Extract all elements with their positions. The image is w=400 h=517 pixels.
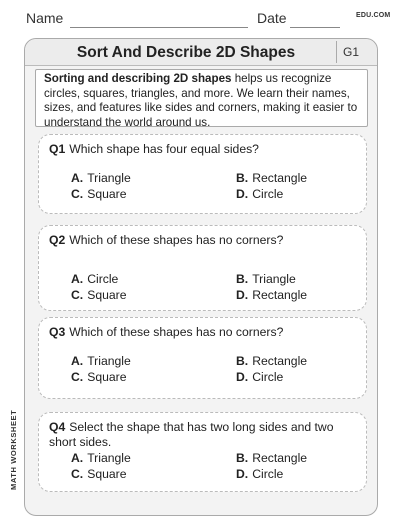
intro-box [35, 69, 368, 127]
option-letter: C. [71, 187, 84, 201]
option-letter: B. [236, 354, 249, 368]
option-text: Rectangle [252, 354, 308, 368]
option-letter: D. [236, 467, 249, 481]
option-b[interactable] [236, 272, 296, 286]
option-letter: B. [236, 451, 249, 465]
question-text: Which shape has four equal sides? [69, 142, 259, 156]
question-4 [49, 420, 334, 450]
option-d[interactable] [236, 370, 283, 384]
question-card-2 [38, 225, 367, 311]
option-text: Circle [252, 370, 284, 384]
option-text: Rectangle [252, 171, 308, 185]
option-c[interactable] [71, 187, 127, 201]
question-number: Q4 [49, 420, 66, 434]
option-b[interactable] [236, 171, 307, 185]
option-text: Square [87, 370, 127, 384]
option-c[interactable] [71, 370, 127, 384]
option-b[interactable] [236, 354, 307, 368]
option-letter: A. [71, 171, 84, 185]
option-c[interactable] [71, 288, 127, 302]
grade-badge: G1 [343, 45, 360, 59]
option-letter: D. [236, 288, 249, 302]
worksheet [24, 38, 378, 516]
question-card-4 [38, 412, 367, 492]
option-a[interactable] [71, 272, 118, 286]
question-1 [49, 142, 349, 157]
option-text: Square [87, 467, 127, 481]
option-text: Triangle [252, 272, 296, 286]
option-c[interactable] [71, 467, 127, 481]
option-letter: A. [71, 272, 84, 286]
option-a[interactable] [71, 171, 131, 185]
grade-divider [336, 41, 337, 63]
option-text: Circle [252, 187, 284, 201]
question-number: Q3 [49, 325, 66, 339]
option-text: Square [87, 288, 127, 302]
question-3 [49, 325, 349, 340]
option-text: Rectangle [252, 451, 308, 465]
question-text: Which of these shapes has no corners? [69, 325, 284, 339]
option-a[interactable] [71, 354, 131, 368]
side-label: MATH WORKSHEET [9, 409, 18, 490]
question-text: Which of these shapes has no corners? [69, 233, 284, 247]
option-a[interactable] [71, 451, 131, 465]
option-text: Square [87, 187, 127, 201]
option-letter: A. [71, 354, 84, 368]
question-number: Q2 [49, 233, 66, 247]
question-card-3 [38, 317, 367, 399]
option-letter: C. [71, 467, 84, 481]
worksheet-title: Sort And Describe 2D Shapes [76, 44, 296, 61]
option-d[interactable] [236, 467, 283, 481]
option-text: Triangle [87, 451, 131, 465]
option-letter: C. [71, 370, 84, 384]
question-number: Q1 [49, 142, 66, 156]
brand-logo: EDU.COM [356, 12, 391, 19]
name-field[interactable] [70, 27, 248, 28]
option-text: Circle [87, 272, 119, 286]
option-letter: C. [71, 288, 84, 302]
option-b[interactable] [236, 451, 307, 465]
question-text: Select the shape that has two long sides and two short sides. [49, 420, 334, 449]
option-letter: A. [71, 451, 84, 465]
question-card-1 [38, 134, 367, 214]
title-bar [25, 39, 377, 66]
intro-bold-text: Sorting and describing 2D shapes [44, 72, 232, 85]
option-letter: D. [236, 370, 249, 384]
option-text: Triangle [87, 171, 131, 185]
option-letter: B. [236, 171, 249, 185]
option-text: Rectangle [252, 288, 308, 302]
intro-text: helps us recognize circles, squares, triangles, and more. We learn their names, sizes, and features like sides and corners, making it easier to understand the world around us. [44, 72, 358, 129]
option-d[interactable] [236, 288, 307, 302]
option-text: Circle [252, 467, 284, 481]
option-text: Triangle [87, 354, 131, 368]
date-label: Date [257, 10, 287, 26]
date-field[interactable] [290, 27, 340, 28]
name-label: Name [26, 10, 64, 26]
option-letter: B. [236, 272, 249, 286]
option-d[interactable] [236, 187, 283, 201]
question-2 [49, 233, 349, 248]
option-letter: D. [236, 187, 249, 201]
